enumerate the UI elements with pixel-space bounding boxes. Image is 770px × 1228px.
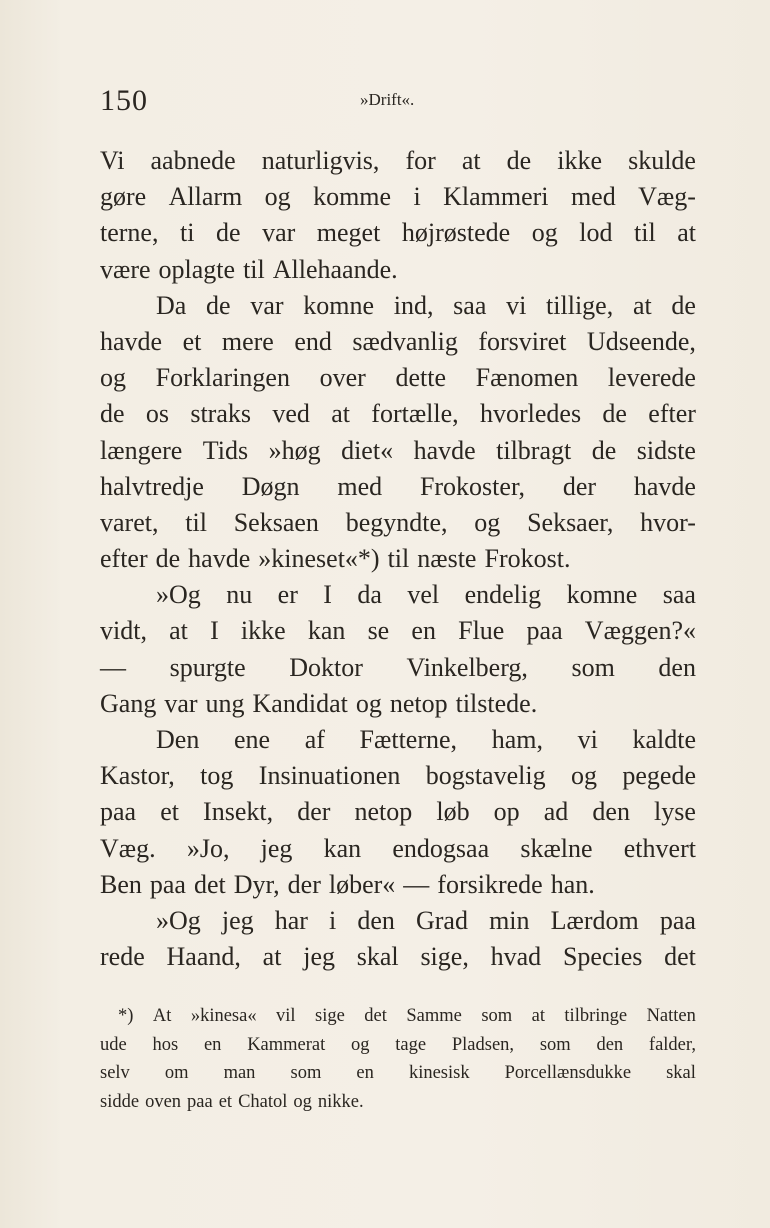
word: ung: [205, 688, 245, 718]
word: tage: [395, 1034, 427, 1055]
word: til: [634, 218, 656, 248]
text-line: [100, 252, 696, 288]
word: Seksaen: [233, 507, 319, 537]
word: og: [351, 1034, 370, 1055]
word: I: [323, 580, 332, 610]
word: »kinesa«: [190, 1006, 257, 1026]
word: netop: [354, 797, 413, 827]
footnote-line: [100, 1031, 696, 1060]
word: lod: [579, 218, 613, 248]
text-line: [100, 686, 696, 722]
word: straks: [190, 399, 251, 429]
word: Gang: [100, 688, 157, 718]
word: kan: [323, 833, 362, 863]
word: et: [218, 1091, 233, 1112]
word: naturligvis,: [261, 146, 380, 175]
word: ind,: [393, 290, 434, 320]
word: ved: [272, 399, 310, 429]
word: begyndte,: [345, 507, 448, 537]
word: de: [100, 399, 125, 429]
word: kan: [307, 616, 346, 646]
word: halvtredje: [100, 471, 204, 501]
word: næste: [417, 544, 477, 574]
word: vel: [407, 580, 440, 610]
word: Grad: [416, 905, 468, 935]
word: Tids: [202, 435, 249, 465]
text-line: [100, 505, 696, 541]
word: aabnede: [150, 146, 236, 175]
text-line: [100, 143, 696, 179]
word: Vi: [100, 146, 125, 175]
word: paa: [149, 869, 186, 899]
word: Haand,: [166, 942, 241, 972]
word: kaldte: [632, 725, 696, 754]
word: paa: [659, 905, 696, 935]
word: at: [531, 1006, 545, 1026]
word: tilbragt: [496, 435, 572, 465]
word: Porcellænsdukke: [504, 1063, 632, 1083]
word: den: [596, 1034, 624, 1055]
word: at: [331, 399, 350, 429]
word: Frokoster,: [419, 471, 526, 501]
word: længere: [100, 435, 183, 465]
word: vil: [276, 1006, 296, 1026]
word: Insekt,: [203, 797, 274, 827]
running-title: »Drift«.: [360, 90, 415, 109]
word: man: [223, 1063, 256, 1083]
word: med: [337, 471, 383, 501]
word: ham,: [491, 725, 543, 754]
word: de: [206, 290, 231, 320]
word: »kineset«*): [258, 544, 380, 574]
text-line: [100, 324, 696, 360]
word: en: [203, 1034, 222, 1055]
word: skulde: [628, 146, 696, 175]
word: Den: [156, 725, 200, 754]
word: de: [215, 218, 241, 248]
word: at: [461, 146, 481, 175]
word: ude: [100, 1034, 127, 1055]
word: der: [562, 471, 597, 501]
word: hos: [152, 1034, 179, 1055]
word: og: [264, 182, 291, 212]
word: vi: [506, 290, 527, 320]
word: havde: [633, 471, 696, 501]
word: de: [602, 399, 627, 429]
word: skælne: [520, 833, 593, 863]
word: var: [164, 688, 198, 718]
word: et: [182, 326, 202, 356]
word: at: [169, 616, 188, 646]
text-line: [100, 613, 696, 649]
word: Insinuationen: [258, 761, 401, 791]
word: paa: [526, 616, 563, 646]
word: Flue: [458, 616, 505, 646]
word: havde: [188, 544, 251, 574]
word: forsviret: [478, 326, 567, 356]
word: og: [474, 507, 501, 537]
text-line: [100, 758, 696, 794]
word: i: [413, 182, 421, 212]
word: og: [355, 688, 382, 718]
word: jeg: [260, 833, 293, 863]
page-number: 150: [100, 84, 148, 117]
word: at: [677, 218, 696, 248]
word: Ben: [100, 869, 142, 899]
word: højrøstede: [401, 218, 511, 248]
word: efter: [100, 544, 148, 574]
word: til: [185, 507, 207, 537]
word: hvor-: [640, 507, 696, 537]
word: var: [250, 290, 284, 320]
word: Species: [562, 942, 643, 972]
word: endelig: [464, 580, 542, 610]
word: efter: [648, 399, 696, 429]
word: Kastor,: [100, 761, 175, 791]
word: der: [297, 797, 331, 827]
word: Vinkelberg,: [406, 652, 528, 682]
word: de: [506, 146, 532, 175]
word: rede: [100, 942, 145, 972]
word: hvad: [490, 942, 542, 972]
word: tog: [200, 761, 234, 791]
word: Doktor: [289, 652, 363, 682]
word: »Jo,: [186, 833, 230, 863]
word: de: [155, 544, 181, 574]
word: Samme: [406, 1006, 462, 1026]
word: var: [262, 218, 296, 248]
word: oplagte: [158, 254, 236, 284]
word: Døgn: [241, 471, 300, 501]
footnote: [100, 1002, 696, 1116]
word: saa: [662, 580, 696, 610]
word: Allarm: [168, 182, 243, 212]
word: tillige,: [546, 290, 614, 320]
word: »Og: [156, 905, 201, 935]
word: som: [539, 1034, 571, 1055]
word: varet,: [100, 507, 159, 537]
word: det: [664, 942, 696, 972]
word: over: [319, 363, 366, 393]
word: med: [570, 182, 616, 212]
word: han.: [550, 869, 595, 899]
word: spurgte: [169, 652, 246, 682]
word: det: [364, 1006, 387, 1026]
word: Fætterne,: [359, 725, 458, 754]
word: min: [489, 905, 530, 935]
word: den: [592, 797, 630, 827]
text-line: [100, 396, 696, 432]
word: ene: [233, 725, 271, 754]
word: og: [100, 363, 126, 393]
word: om: [164, 1063, 189, 1083]
word: nikke.: [317, 1091, 364, 1112]
word: af: [304, 725, 325, 754]
word: den: [658, 652, 696, 682]
word: forsikrede: [437, 869, 543, 899]
word: de: [671, 290, 696, 320]
word: diet«: [341, 435, 394, 465]
word: oven: [145, 1091, 182, 1112]
word: en: [356, 1063, 374, 1083]
word: Lærdom: [550, 905, 639, 935]
text-line: [100, 650, 696, 686]
word: løb: [436, 797, 470, 827]
word: Seksaer,: [527, 507, 614, 537]
word: end: [294, 326, 332, 356]
word: leverede: [607, 363, 696, 393]
word: At: [152, 1006, 172, 1026]
word: ikke: [240, 616, 286, 646]
word: havde: [100, 326, 163, 356]
word: Allehaande.: [272, 254, 398, 284]
word: ikke: [557, 146, 603, 175]
text-line: [100, 360, 696, 396]
word: Væg-: [638, 182, 696, 212]
text-line: [100, 541, 696, 577]
word: Væg.: [100, 833, 156, 863]
word: som: [571, 652, 615, 682]
word: endogsaa: [392, 833, 490, 863]
word: Kammerat: [247, 1034, 326, 1055]
text-line: [100, 794, 696, 830]
word: terne,: [100, 218, 159, 248]
word: —: [403, 869, 430, 899]
word: op: [493, 797, 520, 827]
word: selv: [100, 1063, 130, 1083]
footnote-line: [100, 1059, 696, 1088]
word: komne: [303, 290, 374, 320]
word: sige: [315, 1006, 345, 1026]
word: Udseende,: [586, 326, 696, 356]
word: til: [387, 544, 410, 574]
word: se: [367, 616, 390, 646]
word: for: [405, 146, 436, 175]
word: saa: [453, 290, 487, 320]
word: falder,: [648, 1034, 696, 1055]
word: jeg: [221, 905, 254, 935]
word: Natten: [646, 1006, 696, 1026]
word: skal: [356, 942, 399, 972]
word: Fænomen: [475, 363, 579, 393]
word: mere: [221, 326, 274, 356]
text-line: [100, 831, 696, 867]
word: sidste: [636, 435, 696, 465]
word: Væggen?«: [584, 616, 696, 646]
word: til: [243, 254, 265, 284]
word: vidt,: [100, 616, 147, 646]
word: »høg: [268, 435, 321, 465]
word: dette: [395, 363, 447, 393]
word: jeg: [303, 942, 335, 972]
word: netop: [389, 688, 448, 718]
word: lyse: [654, 797, 696, 827]
word: tilbringe: [564, 1006, 628, 1026]
word: ethvert: [623, 833, 696, 863]
text-line: [100, 288, 696, 324]
word: Klammeri: [443, 182, 549, 212]
word: er: [277, 580, 298, 610]
word: sidde: [100, 1091, 140, 1112]
word: Pladsen,: [451, 1034, 515, 1055]
word: som: [481, 1006, 513, 1026]
text-line: [100, 903, 696, 939]
word: da: [357, 580, 382, 610]
word: fortælle,: [371, 399, 459, 429]
word: der: [287, 869, 321, 899]
word: vi: [577, 725, 598, 754]
word: Dyr,: [233, 869, 280, 899]
word: kinesisk: [408, 1063, 470, 1083]
text-line: [100, 939, 696, 975]
word: I: [210, 616, 219, 646]
word: tilstede.: [455, 688, 538, 718]
word: gøre: [100, 182, 147, 212]
text-line: [100, 215, 696, 251]
text-line: [100, 867, 696, 903]
word: os: [145, 399, 169, 429]
word: være: [100, 254, 151, 284]
word: skal: [666, 1063, 696, 1083]
text-line: [100, 433, 696, 469]
footnote-line: [100, 1088, 696, 1117]
word: paa: [100, 797, 137, 827]
text-line: [100, 577, 696, 613]
word: den: [357, 905, 395, 935]
word: ti: [180, 218, 195, 248]
word: i: [329, 905, 337, 935]
body-text: [100, 143, 696, 975]
word: og: [293, 1091, 312, 1112]
word: Kandidat: [252, 688, 348, 718]
word: meget: [316, 218, 381, 248]
word: Frokost.: [484, 544, 571, 574]
word: Chatol: [238, 1091, 288, 1112]
word: sige,: [420, 942, 469, 972]
text-line: [100, 722, 696, 758]
word: og: [531, 218, 558, 248]
word: komme: [313, 182, 392, 212]
word: —: [100, 652, 126, 682]
text-line: [100, 179, 696, 215]
word: et: [160, 797, 179, 827]
word: hvorledes: [480, 399, 582, 429]
page-header: [0, 80, 770, 120]
word: det: [193, 869, 226, 899]
word: Da: [156, 290, 187, 320]
word: de: [591, 435, 617, 465]
word: »Og: [156, 580, 201, 610]
word: en: [411, 616, 436, 646]
word: *): [118, 1006, 134, 1026]
word: komne: [566, 580, 638, 610]
word: paa: [187, 1091, 213, 1112]
word: at: [632, 290, 652, 320]
word: og: [570, 761, 597, 791]
word: Forklaringen: [155, 363, 290, 393]
word: ad: [543, 797, 569, 827]
word: har: [274, 905, 308, 935]
word: nu: [226, 580, 253, 610]
word: sædvanlig: [352, 326, 458, 356]
word: bogstavelig: [425, 761, 546, 791]
word: som: [290, 1063, 322, 1083]
footnote-line: [100, 1002, 696, 1031]
text-line: [100, 469, 696, 505]
word: at: [262, 942, 282, 972]
word: havde: [413, 435, 476, 465]
word: pegede: [622, 761, 696, 791]
word: løber«: [328, 869, 396, 899]
